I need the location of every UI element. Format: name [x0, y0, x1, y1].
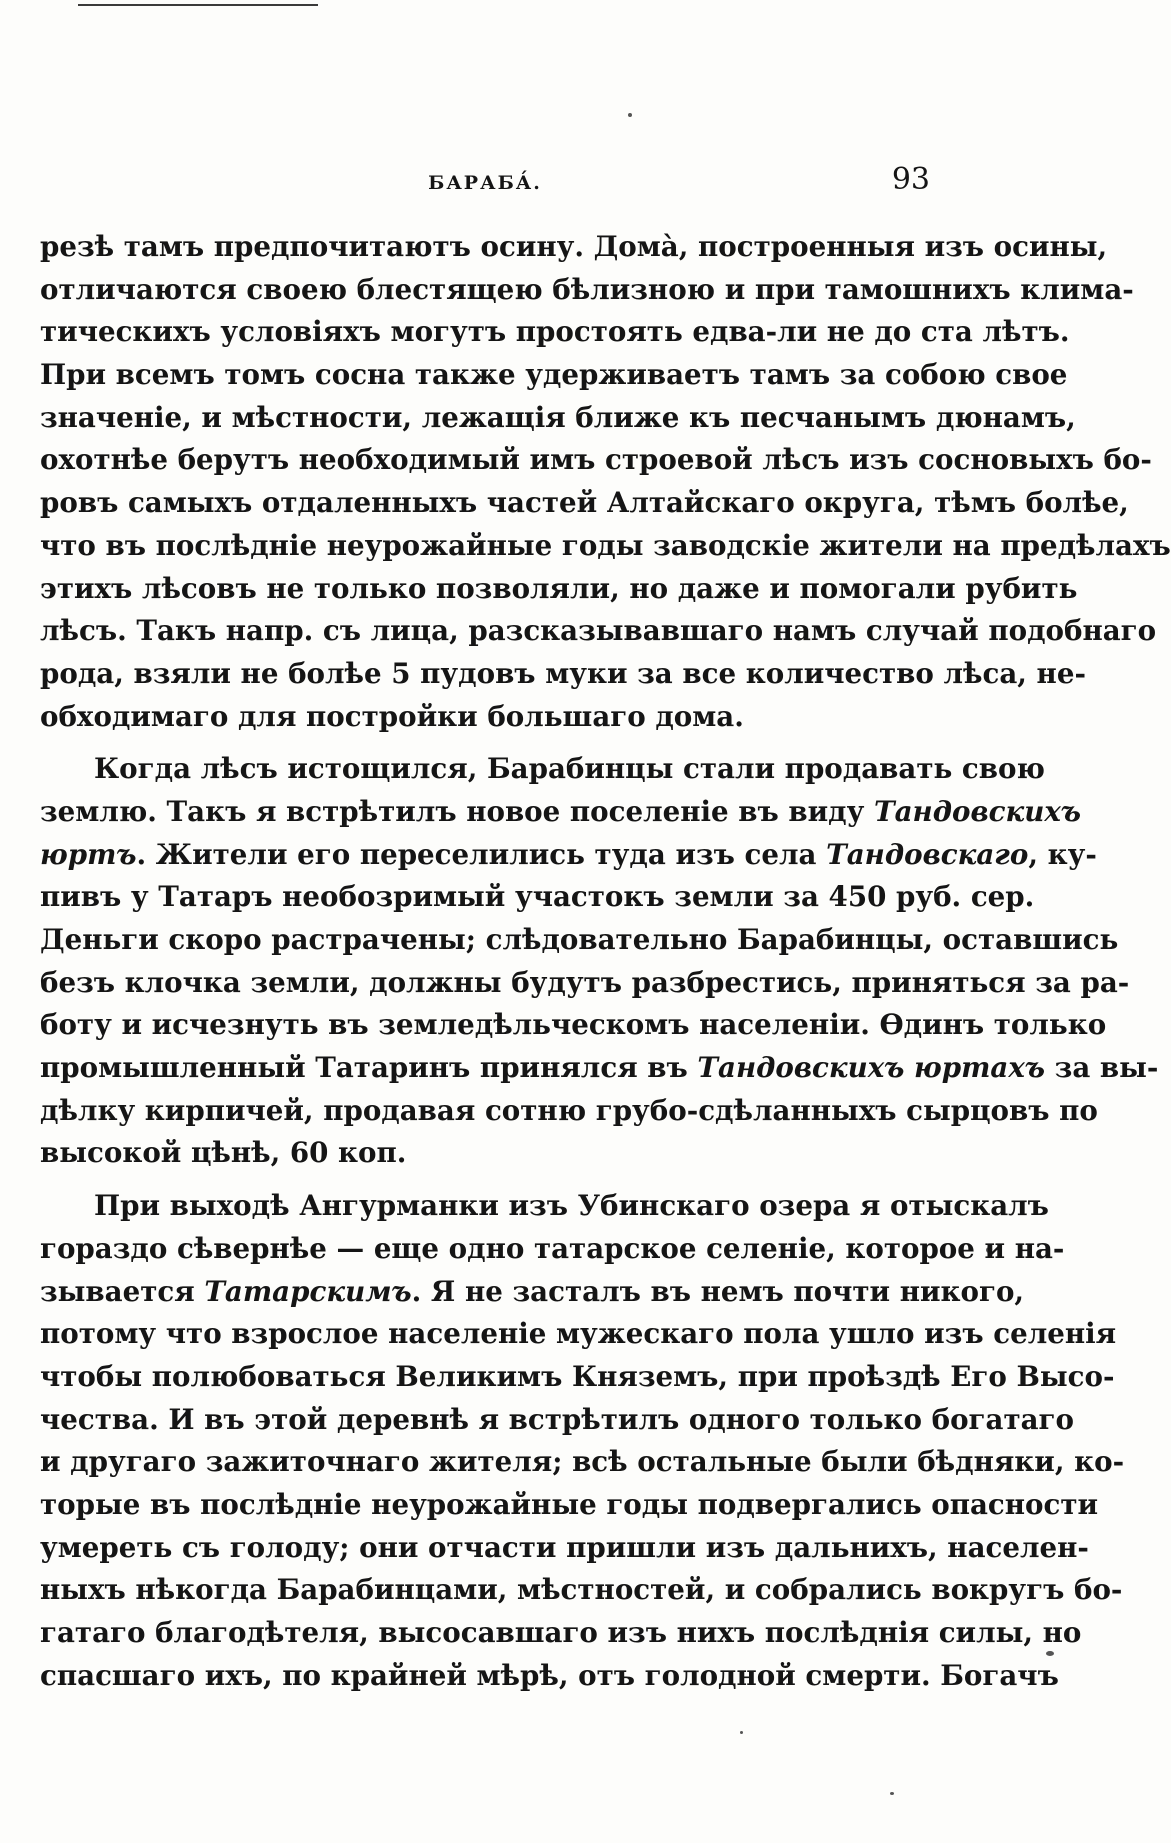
text-line — [40, 1132, 930, 1175]
text-line — [40, 1655, 1059, 1698]
print-speck — [628, 113, 632, 117]
text-segment: безъ клочка земли, должны будутъ разбрестись, приняться за ра- — [40, 965, 1130, 999]
text-segment: лѣсъ. Такъ напр. съ лица, разсказывавшаго намъ случай подобнаго — [40, 614, 1157, 648]
text-line — [40, 1612, 1082, 1655]
text-line — [40, 876, 1035, 919]
text-segment: потому что взрослое населеніе мужескаго пола ушло изъ селенія — [40, 1317, 1117, 1351]
text-line — [40, 354, 1068, 397]
text-segment: что въ послѣдніе неурожайные годы заводскіе жители на предѣлахъ — [40, 528, 1171, 562]
text-line — [40, 226, 1108, 269]
text-segment: тическихъ условіяхъ могутъ простоять едва-ли не до ста лѣтъ. — [40, 315, 1070, 349]
text-segment: спасшаго ихъ, по крайней мѣрѣ, отъ голодной смерти. Богачъ — [40, 1658, 1059, 1692]
text-line — [40, 525, 1171, 568]
text-line — [40, 397, 1076, 440]
text-line — [40, 1090, 1098, 1133]
text-line — [40, 568, 1078, 611]
text-line — [40, 1185, 1049, 1228]
text-segment: гатаго благодѣтеля, высосавшаго изъ нихъ послѣднія силы, но — [40, 1616, 1082, 1649]
paragraph — [40, 226, 1171, 738]
text-line — [40, 439, 1152, 482]
text-segment: высокой цѣнѣ, 60 коп. — [40, 1136, 407, 1170]
text-segment: ныхъ нѣкогда Барабинцами, мѣстностей, и собрались вокругъ бо- — [40, 1573, 1123, 1607]
text-segment: чтобы полюбоваться Великимъ Княземъ, при проѣздѣ Его Высо- — [40, 1359, 1115, 1393]
text-segment: пивъ у Татаръ необозримый участокъ земли за 450 руб. сер. — [40, 880, 1035, 914]
text-line — [40, 1313, 1117, 1356]
italic-text: Тандовскаго — [826, 837, 1029, 871]
text-segment: зывается — [40, 1274, 205, 1308]
text-segment: , ку- — [1028, 837, 1097, 871]
text-segment: за вы- — [1045, 1051, 1159, 1085]
text-line — [40, 482, 1129, 525]
italic-text: Тандовскихъ — [874, 794, 1081, 828]
text-segment: этихъ лѣсовъ не только позволяли, но даже и помогали рубить — [40, 571, 1078, 605]
paragraph-gap — [40, 738, 930, 748]
text-line — [40, 311, 1070, 354]
running-title: БАРАБА́. — [428, 172, 542, 194]
running-header — [40, 160, 930, 200]
text-segment: охотнѣе берутъ необходимый имъ строевой лѣсъ изъ сосновыхъ бо- — [40, 443, 1152, 477]
text-line — [40, 1484, 1099, 1527]
text-line — [40, 653, 1086, 696]
print-speck — [740, 1731, 743, 1734]
text-segment: обходимаго для постройки большаго дома. — [40, 699, 744, 733]
text-line — [40, 919, 1119, 962]
text-segment: торые въ послѣдніе неурожайные годы подвергались опасности — [40, 1487, 1099, 1521]
text-line — [40, 1569, 1123, 1612]
print-speck — [1046, 1651, 1054, 1656]
text-line — [40, 1004, 1107, 1047]
text-segment: умереть съ голоду; они отчасти пришли изъ дальнихъ, населен- — [40, 1530, 1089, 1564]
text-segment: отличаются своею блестящею бѣлизною и при тамошнихъ клима- — [40, 272, 1134, 306]
text-line — [40, 1441, 1125, 1484]
text-segment: При всемъ томъ сосна также удерживаетъ тамъ за собою свое — [40, 358, 1068, 392]
text-segment: гораздо сѣвернѣе — еще одно татарское селеніе, которое и на- — [40, 1231, 1065, 1265]
text-segment: дѣлку кирпичей, продавая сотню грубо-сдѣланныхъ сырцовъ по — [40, 1093, 1098, 1127]
text-segment: значеніе, и мѣстности, лежащія ближе къ песчанымъ дюнамъ, — [40, 400, 1076, 434]
text-line — [40, 748, 1045, 791]
text-segment: Деньги скоро растрачены; слѣдовательно Барабинцы, оставшись — [40, 923, 1119, 956]
text-line — [40, 1271, 1025, 1314]
text-line — [40, 1527, 1089, 1570]
text-segment: чества. И въ этой деревнѣ я встрѣтилъ одного только богатаго — [40, 1402, 1074, 1436]
text-line — [40, 834, 1097, 877]
text-line — [40, 791, 1081, 834]
text-line — [40, 1228, 1065, 1271]
paragraph — [40, 1185, 1125, 1697]
text-line — [40, 962, 1130, 1005]
text-line — [40, 269, 1134, 312]
text-segment: промышленный Татаринъ принялся въ — [40, 1051, 698, 1085]
text-segment: . Жители его переселились туда изъ села — [136, 837, 827, 871]
text-segment: . Я не засталъ въ немъ почти никого, — [411, 1274, 1025, 1308]
text-segment: резѣ тамъ предпочитаютъ осину. Домà, построенныя изъ осины, — [40, 230, 1108, 263]
text-segment: При выходѣ Ангурманки изъ Убинскаго озера я отыскалъ — [94, 1189, 1049, 1223]
paragraph-gap — [40, 1175, 930, 1185]
text-segment: ровъ самыхъ отдаленныхъ частей Алтайскаго округа, тѣмъ болѣе, — [40, 486, 1129, 520]
text-line — [40, 696, 930, 739]
text-segment: Когда лѣсъ истощился, Барабинцы стали продавать свою — [94, 752, 1045, 786]
text-segment: рода, взяли не болѣе 5 пудовъ муки за все количество лѣса, не- — [40, 656, 1086, 690]
book-page — [40, 160, 1171, 1697]
print-speck — [890, 1792, 894, 1795]
italic-text: юртъ — [40, 837, 137, 871]
paragraph — [40, 748, 1159, 1175]
text-line — [40, 610, 1157, 653]
italic-text: Татарскимъ — [204, 1274, 412, 1308]
text-segment: боту и исчезнуть въ земледѣльческомъ населеніи. Ѳдинъ только — [40, 1008, 1107, 1042]
text-line — [40, 1047, 1159, 1090]
italic-text: Тандовскихъ юртахъ — [697, 1051, 1046, 1085]
top-border-rule — [78, 4, 318, 6]
text-segment: и другаго зажиточнаго жителя; всѣ остальные были бѣдняки, ко- — [40, 1445, 1125, 1479]
page-number: 93 — [891, 162, 930, 197]
text-line — [40, 1399, 1074, 1442]
body-text — [40, 226, 1171, 1697]
text-segment: землю. Такъ я встрѣтилъ новое поселеніе въ виду — [40, 794, 874, 828]
text-line — [40, 1356, 1115, 1399]
